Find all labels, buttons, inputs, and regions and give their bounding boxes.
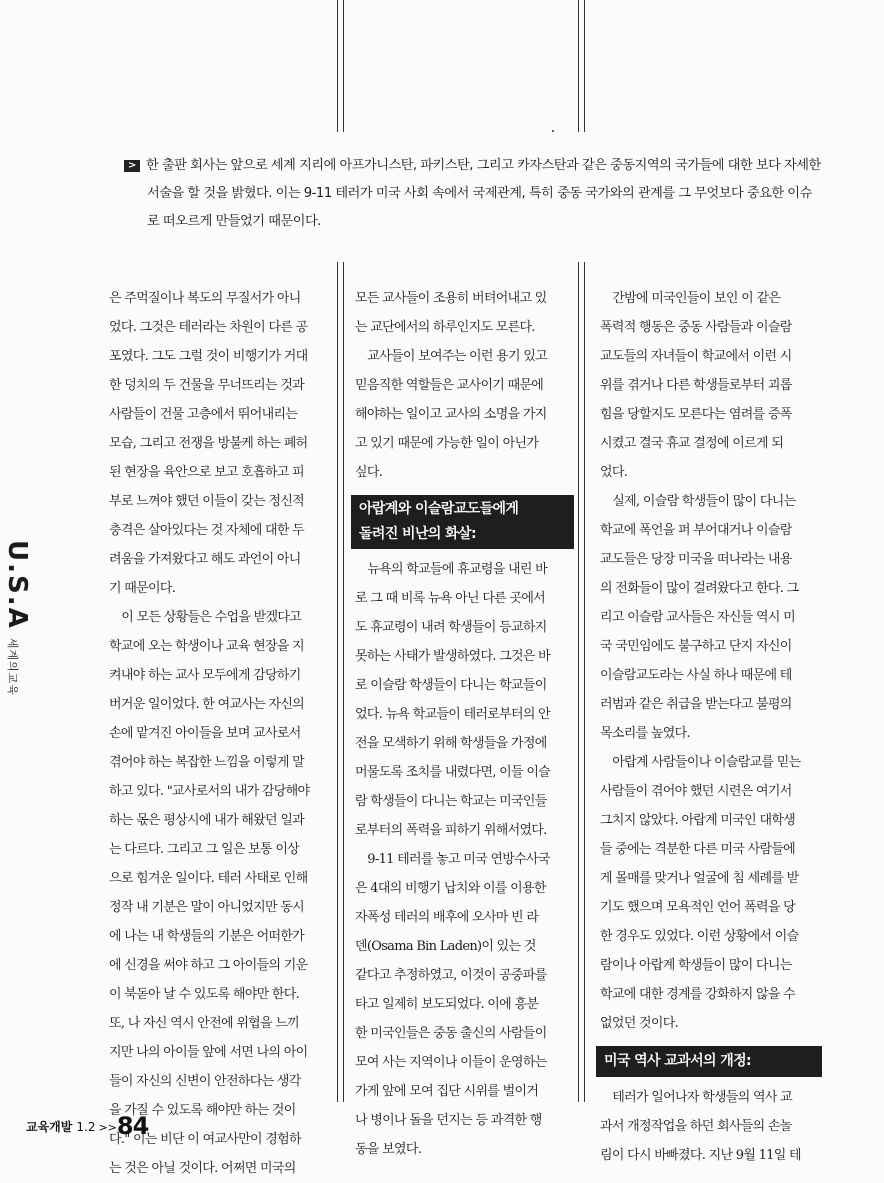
text-line: 가게 앞에 모여 집단 시위를 벌이거 <box>355 1084 539 1099</box>
text-line: 폭력적 행동은 중동 사람들과 이슬람 <box>600 320 792 335</box>
text-line: 로부터의 폭력을 피하기 위해서였다. <box>355 823 547 838</box>
heading-line: 미국 역사 교과서의 개정: <box>604 1053 752 1069</box>
text-line: 시켰고 결국 휴교 결정에 이르게 되 <box>600 436 784 451</box>
section-heading-arab-muslims <box>351 495 574 549</box>
column-rule-right-a <box>578 262 579 1102</box>
text-line: 교사들이 보여주는 이런 용기 있고 <box>355 349 548 364</box>
text-line: 다." 이는 비단 이 여교사만이 경험하 <box>109 1132 301 1147</box>
text-line: 한 미국인들은 중동 출신의 사람들이 <box>355 1026 547 1041</box>
text-line: 림이 다시 바빠졌다. 지난 9월 11일 테 <box>600 1148 801 1163</box>
text-line: 리고 이슬람 교사들은 자신들 역시 미 <box>600 610 796 625</box>
text-line: 기도 했으며 모욕적인 언어 폭력을 당 <box>600 900 796 915</box>
text-line: 들이 자신의 신변이 안전하다는 생각 <box>109 1074 301 1089</box>
text-line: 이 모든 상황들은 수업을 받겠다고 <box>109 610 302 625</box>
article-column-3 <box>600 284 818 1170</box>
text-line: 위를 겪거나 다른 학생들로부터 괴롭 <box>600 378 792 393</box>
text-line: 나 병이나 돌을 던지는 등 과격한 행 <box>355 1113 542 1128</box>
column-3-body-a <box>600 284 818 1038</box>
top-rule-right-b <box>584 0 585 132</box>
text-line: 동을 보였다. <box>355 1142 422 1157</box>
text-line: 부로 느껴야 했던 이들이 갖는 정신적 <box>109 494 305 509</box>
text-line: 자폭성 테러의 배후에 오사마 빈 라 <box>355 910 539 925</box>
text-line: 해야하는 일이고 교사의 소명을 가지 <box>355 407 547 422</box>
text-line: 는 다르다. 그리고 그 일은 보통 이상 <box>109 842 300 857</box>
text-line: 고 있기 때문에 가능한 일이 아닌가 <box>355 436 539 451</box>
text-line: 학교에 폭언을 퍼 부어대거나 이슬람 <box>600 523 792 538</box>
text-line: 전을 모색하기 위해 학생들을 가정에 <box>355 736 547 751</box>
article-column-1 <box>109 284 324 1183</box>
top-rule-left-b <box>343 0 344 132</box>
heading-line: 아랍계와 이슬람교도들에게 <box>359 501 519 517</box>
text-line: 로 그 때 비록 뉴욕 아닌 다른 곳에서 <box>355 591 546 606</box>
intro-line: 로 떠오르게 만들었기 때문이다. <box>147 214 321 229</box>
text-line: 없었던 것이다. <box>600 1016 679 1031</box>
text-line: 교도들의 자녀들이 학교에서 이런 시 <box>600 349 792 364</box>
section-heading-textbook-revision <box>596 1046 822 1077</box>
issue-number: 1.2 <box>76 1120 96 1134</box>
text-line: 겪어야 하는 복잡한 느낌을 이렇게 말 <box>109 755 305 770</box>
text-line: 머물도록 조치를 내렸다면, 이들 이슬 <box>355 765 551 780</box>
text-line: 타고 일제히 보도되었다. 이에 흥분 <box>355 997 539 1012</box>
text-line: 한 덩치의 두 건물을 무너뜨리는 것과 <box>109 378 305 393</box>
text-line: 는 교단에서의 하루인지도 모른다. <box>355 320 535 335</box>
text-line: 들 중에는 격분한 다른 미국 사람들에 <box>600 842 796 857</box>
text-line: 었다. 그것은 테러라는 차원이 다른 공 <box>109 320 308 335</box>
text-line: 으로 힘겨운 일이다. 테러 사태로 인해 <box>109 871 308 886</box>
text-line: 모습, 그리고 전쟁을 방불케 하는 폐허 <box>109 436 308 451</box>
intro-summary <box>124 152 821 236</box>
text-line: 려움을 가져왔다고 해도 과언이 아니 <box>109 552 301 567</box>
text-line: 덴(Osama Bin Laden)이 있는 것 <box>355 939 536 954</box>
text-line: 정작 내 기분은 말이 아니었지만 동시 <box>109 900 305 915</box>
text-line: 었다. <box>600 465 628 480</box>
text-line: 모여 사는 지역이나 이들이 운영하는 <box>355 1055 547 1070</box>
text-line: 간밤에 미국인들이 보인 이 같은 <box>600 291 781 306</box>
text-line: 기 때문이다. <box>109 581 176 596</box>
text-line: 켜내야 하는 교사 모두에게 감당하기 <box>109 668 301 683</box>
text-line: 었다. 뉴욕 학교들이 테러로부터의 안 <box>355 707 551 722</box>
text-line: 그치지 않았다. 아랍계 미국인 대학생 <box>600 813 796 828</box>
text-line: 교도들은 당장 미국을 떠나라는 내용 <box>600 552 792 567</box>
text-line: 충격은 살아있다는 것 자체에 대한 두 <box>109 523 305 538</box>
text-line: 버거운 일이었다. 한 여교사는 자신의 <box>109 697 305 712</box>
article-column-2 <box>355 284 570 1164</box>
text-line: 하는 몫은 평상시에 내가 해왔던 일과 <box>109 813 305 828</box>
text-line: 된 현장을 육안으로 보고 호흡하고 피 <box>109 465 305 480</box>
page-number: 84 <box>116 1112 149 1140</box>
text-line: 로 이슬람 학생들이 다니는 학교들이 <box>355 678 547 693</box>
text-line: 에 나는 내 학생들의 기분은 어떠한가 <box>109 929 305 944</box>
text-line: 학교에 오는 학생이나 교육 현장을 지 <box>109 639 305 654</box>
text-line: 람이나 아랍계 학생들이 많이 다니는 <box>600 958 792 973</box>
text-line: 테러가 일어나자 학생들의 역사 교 <box>600 1090 793 1105</box>
text-line: 못하는 사태가 발생하였다. 그것은 바 <box>355 649 551 664</box>
column-2-body-a <box>355 284 570 487</box>
text-line: 이슬람교도라는 사실 하나 때문에 테 <box>600 668 792 683</box>
text-line: 러범과 같은 취급을 받는다고 불평의 <box>600 697 792 712</box>
column-rule-left-b <box>343 262 344 1102</box>
text-line: 은 주먹질이나 복도의 무질서가 아니 <box>109 291 301 306</box>
text-line: 의 전화들이 많이 걸려왔다고 한다. 그 <box>600 581 799 596</box>
text-line: 학교에 대한 경계를 강화하지 않을 수 <box>600 987 796 1002</box>
text-line: 9-11 테러를 놓고 미국 연방수사국 <box>355 852 550 867</box>
text-line: 모든 교사들이 조용히 버텨어내고 있 <box>355 291 547 306</box>
text-line: 국 국민임에도 불구하고 단지 자신이 <box>600 639 792 654</box>
text-line: 손에 맡겨진 아이들을 보며 교사로서 <box>109 726 301 741</box>
text-line: 사람들이 건물 고층에서 뛰어내리는 <box>109 407 298 422</box>
top-rule-right-a <box>578 0 579 132</box>
text-line: 지만 나의 아이들 앞에 서면 나의 아이 <box>109 1045 308 1060</box>
arrow-icon: >> <box>98 1121 117 1134</box>
text-line: 뉴욕의 학교들에 휴교령을 내린 바 <box>355 562 548 577</box>
text-line: 에 신경을 써야 하고 그 아이들의 기운 <box>109 958 308 973</box>
text-line: 같다고 추정하였고, 이것이 공중파를 <box>355 968 547 983</box>
heading-line: 돌려진 비난의 화살: <box>359 526 476 542</box>
intro-line: > 한 출판 회사는 앞으로 세계 지리에 아프가니스탄, 파키스탄, 그리고 카자스탄과 같은 중동지역의 국가들에 대한 보다 자세한 <box>124 152 814 180</box>
top-rule-left-a <box>337 0 338 132</box>
side-label-title: U.S.A <box>2 540 32 630</box>
text-line: 도 휴교령이 내려 학생들이 등교하지 <box>355 620 547 635</box>
text-line: 은 4대의 비행기 납치와 이를 이용한 <box>355 881 546 896</box>
text-line: 힘을 당할지도 모른다는 염려를 증폭 <box>600 407 792 422</box>
column-rule-right-b <box>584 262 585 1102</box>
text-line: 게 몰매를 맞거나 얼굴에 침 세례를 받 <box>600 871 799 886</box>
text-line: 과서 개정작업을 하던 회사들의 손놀 <box>600 1119 792 1134</box>
text-line: 목소리를 높였다. <box>600 726 690 741</box>
text-line: 사람들이 겪어야 했던 시련은 여기서 <box>600 784 792 799</box>
intro-line: 서술을 할 것을 밝혔다. 이는 9-11 테러가 미국 사회 속에서 국제관계, 특히 중동 국가와의 관계를 그 무엇보다 중요한 이슈 <box>147 186 812 201</box>
column-rule-left-a <box>337 262 338 1102</box>
speck <box>552 130 554 132</box>
side-label-subtitle: 세계의교육 <box>6 637 19 696</box>
text-line: 또, 나 자신 역시 안전에 위협을 느끼 <box>109 1016 300 1031</box>
text-line: 이 북돋아 날 수 있도록 해야만 한다. <box>109 987 300 1002</box>
column-2-body-b <box>355 555 570 1164</box>
section-side-label <box>2 540 32 696</box>
column-3-body-b <box>600 1083 818 1170</box>
page-footer <box>26 1112 148 1140</box>
intro-marker-icon: > <box>124 160 140 172</box>
text-line: 을 가질 수 있도록 해야만 하는 것이 <box>109 1103 296 1118</box>
text-line: 포였다. 그도 그럴 것이 비행기가 거대 <box>109 349 308 364</box>
text-line: 는 것은 아닐 것이다. 어쩌면 미국의 <box>109 1161 296 1176</box>
text-line: 하고 있다. "교사로서의 내가 감당해야 <box>109 784 310 799</box>
magazine-name: 교육개발 <box>26 1120 73 1134</box>
text-line: 싶다. <box>355 465 383 480</box>
text-line: 람 학생들이 다니는 학교는 미국인들 <box>355 794 547 809</box>
text-line: 한 경우도 있었다. 이런 상황에서 이슬 <box>600 929 799 944</box>
text-line: 믿음직한 역할들은 교사이기 때문에 <box>355 378 544 393</box>
text-line: 아랍계 사람들이나 이슬람교를 믿는 <box>600 755 801 770</box>
text-line: 실제, 이슬람 학생들이 많이 다니는 <box>600 494 796 509</box>
